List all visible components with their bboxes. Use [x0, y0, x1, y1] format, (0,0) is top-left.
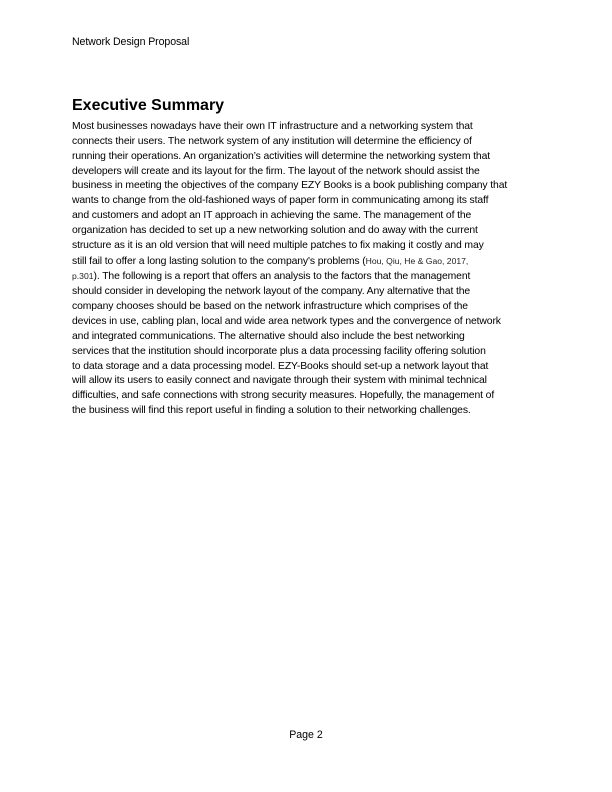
paragraph-line: wants to change from the old-fashioned ways of paper form in communicating among its staff	[72, 195, 489, 207]
citation: Hou, Qiu, He & Gao, 2017,	[365, 255, 469, 266]
paragraph-line: business in meeting the objectives of the company EZY Books is a book publishing company that	[72, 180, 508, 192]
paragraph-line: company chooses should be based on the network infrastructure which comprises of the	[72, 301, 468, 313]
paragraph-line: organization has decided to set up a new networking solution and do away with the current	[72, 224, 478, 236]
paragraph-line: the business will find this report useful in finding a solution to their networking challenges.	[72, 405, 471, 417]
paragraph-line: and customers and adopt an IT approach in achieving the same. The management of the	[72, 210, 472, 222]
paragraph-line: structure as it is an old version that will need multiple patches to fix making it costly and may	[72, 239, 484, 251]
paragraph-line: will allow its users to easily connect and navigate through their system with minimal technical	[72, 375, 487, 387]
line-text: ). The following is a report that offers an analysis to the factors that the management	[93, 271, 471, 283]
paragraph-line: should consider in developing the network layout of the company. Any alternative that the	[72, 286, 471, 298]
paragraph-line-with-citation	[72, 269, 552, 285]
paragraph-line: to data storage and a data processing model. EZY-Books should set-up a network layout that	[72, 360, 489, 372]
paragraph-line: and integrated communications. The alternative should also include the best networking	[72, 330, 465, 342]
paragraph-line: Most businesses nowadays have their own IT infrastructure and a networking system that	[72, 121, 473, 132]
section-title: Executive Summary	[72, 97, 225, 114]
executive-summary-paragraph	[72, 120, 552, 419]
paragraph-line: difficulties, and safe connections with strong security measures. Hopefully, the management of	[72, 390, 495, 402]
paragraph-line: connects their users. The network system of any institution will determine the efficiency of	[72, 135, 472, 147]
paragraph-line-with-citation	[72, 254, 552, 270]
paragraph-line: devices in use, cabling plan, local and wide area network types and the convergence of network	[72, 315, 501, 327]
page-header: Network Design Proposal	[72, 36, 190, 48]
paragraph-line: running their operations. An organization’s activities will determine the networking system that	[72, 150, 490, 162]
paragraph-line: services that the institution should incorporate plus a data processing facility offering solution	[72, 345, 486, 357]
page-number: Page 2	[289, 729, 323, 741]
citation-page: p.301	[72, 271, 94, 282]
paragraph-line: developers will create and its layout for the firm. The layout of the network should assist the	[72, 165, 480, 177]
line-text: still fail to offer a long lasting solution to the company's problems (	[72, 255, 366, 267]
